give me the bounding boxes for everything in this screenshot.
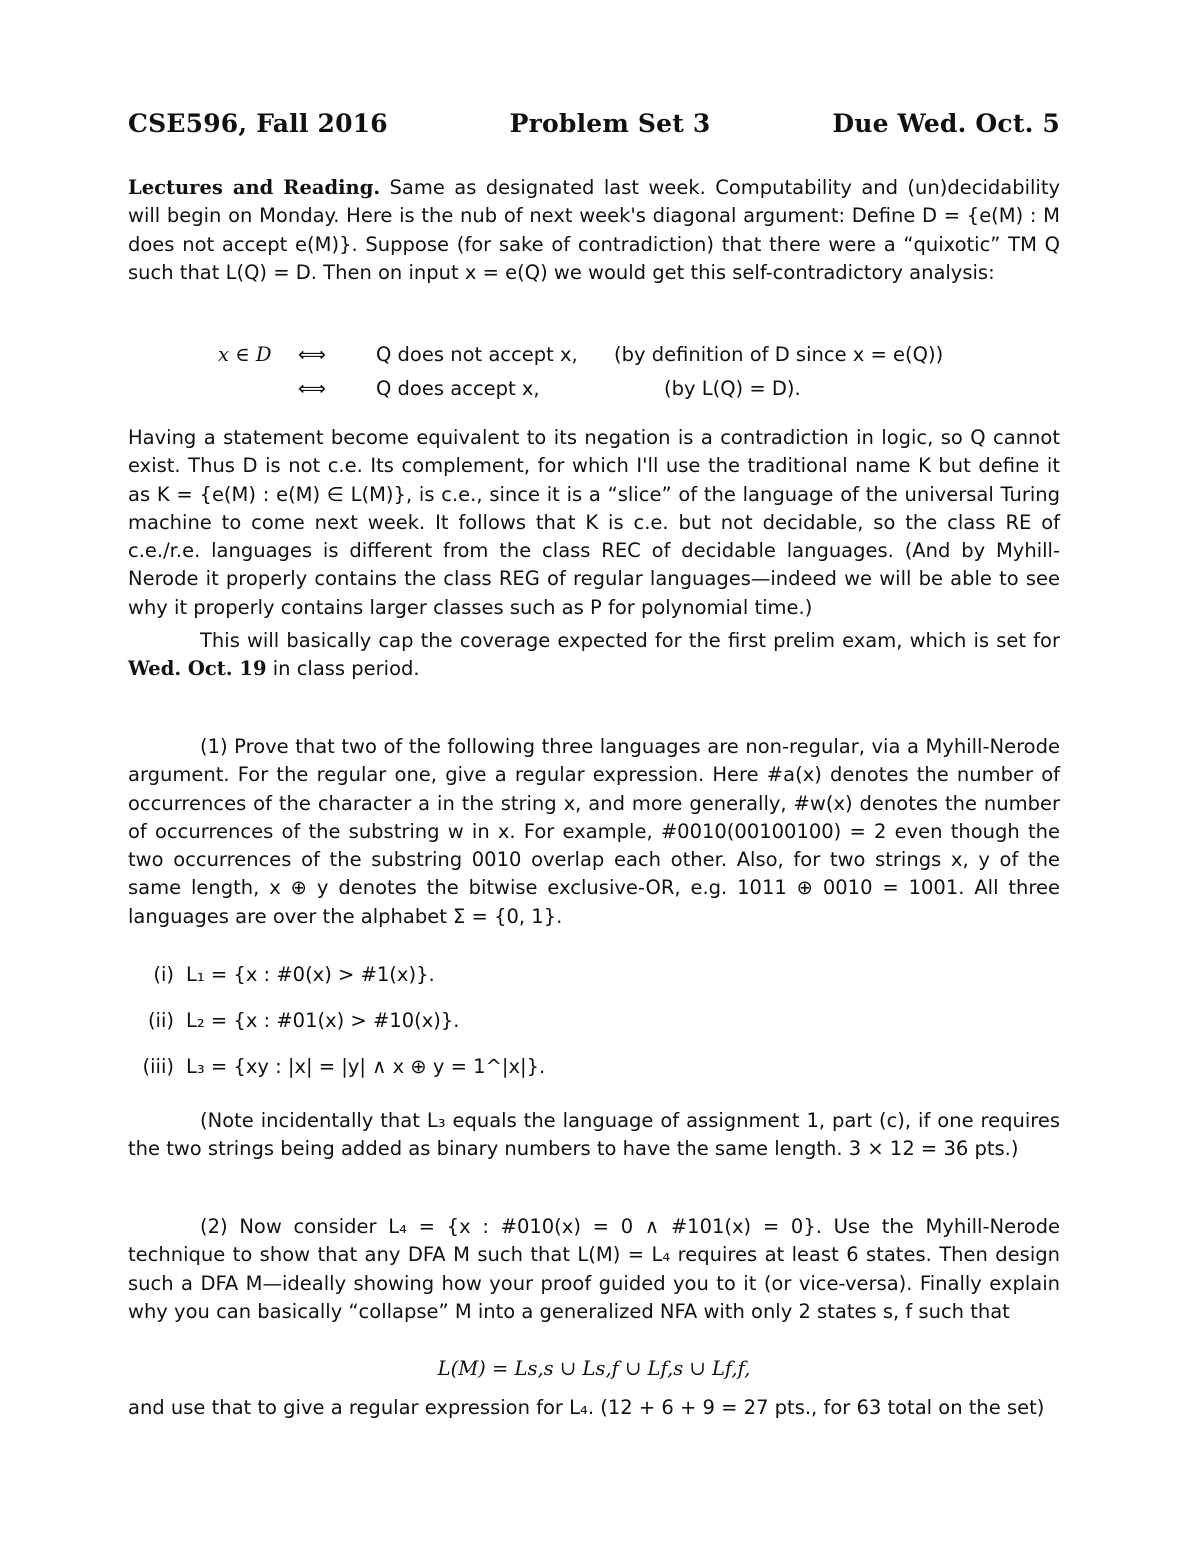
problem1-paragraph [128, 733, 1060, 931]
cap-paragraph [128, 627, 1060, 684]
problem2-paragraph [128, 1213, 1060, 1326]
header [128, 104, 1060, 144]
language-item-1 [128, 960, 1060, 990]
problem1-text: (1) Prove that two of the following three languages are non-regular, via a Myhill-Nerode argument. For the regular one, give a regular expression. Here #a(x) denotes the number of occurrences of the character a in the string x, and more generally, #w(x) denotes the number of occurrences of the substring w in x. For example, #0010(00100100) = 2 even though the two occurrences of the substring 0010 overlap each other. Also, for two strings x, y of the same length, x ⊕ y denotes the bitwise exclusive-OR, e.g. 1011 ⊕ 0010 = 1001. All three languages are over the alphabet Σ = {0, 1}. [128, 735, 1060, 928]
equation-row2-iff: ⟺ [298, 377, 326, 400]
language-item-label: (i) [153, 963, 174, 986]
equation-row2-middle: Q does accept x, [376, 377, 540, 400]
problem1-note-text: (Note incidentally that L₃ equals the language of assignment 1, part (c), if one requires the two strings being added as binary numbers to have the same length. 3 × 12 = 36 pts.) [128, 1109, 1060, 1161]
language-item-label: (ii) [147, 1009, 174, 1032]
equation-row1-lhs: x ∈ D [218, 343, 272, 366]
language-item-body: L₃ = {xy : |x| = |y| ∧ x ⊕ y = 1^|x|}. [186, 1055, 546, 1078]
problem2-equation: L(M) = Ls,s ∪ Ls,f ∪ Lf,s ∪ Lf,f, [437, 1357, 751, 1380]
language-item-3 [128, 1052, 1060, 1082]
problem2-text: (2) Now consider L₄ = {x : #010(x) = 0 ∧ #101(x) = 0}. Use the Myhill-Nerode technique to show that any DFA M such that L(M) = L₄ requires at least 6 states. Then design such a DFA M—ideally showing how your proof guided you to it (or vice-versa). Finally explain why you can basically “collapse” M into a generalized NFA with only 2 states s, f such that [128, 1215, 1060, 1323]
equation-row1-iff: ⟺ [298, 343, 326, 366]
language-item-2 [128, 1006, 1060, 1036]
problem-set-title: Problem Set 3 [509, 109, 711, 138]
lectures-heading: Lectures and Reading. [128, 176, 381, 199]
lectures-paragraph [128, 174, 1060, 287]
language-item-body: L₁ = {x : #0(x) > #1(x)}. [186, 963, 435, 986]
language-item-body: L₂ = {x : #01(x) > #10(x)}. [186, 1009, 460, 1032]
course-label: CSE596, Fall 2016 [128, 109, 388, 138]
language-item-label: (iii) [142, 1055, 174, 1078]
cap-text-before: This will basically cap the coverage expected for the first prelim exam, which is set for [200, 629, 1060, 652]
having-paragraph: Having a statement become equivalent to its negation is a contradiction in logic, so Q cannot exist. Thus D is not c.e. Its complement, for which I'll use the traditional name K but define it as K = {e(M) : e(M) ∈ L(M)}, is c.e., since it is a “slice” of the language of the universal Turing machine to come next week. It follows that K is c.e. but not decidable, so the class RE of c.e./r.e. languages is different from the class REC of decidable languages. (And by Myhill-Nerode it properly contains the class REG of regular languages—indeed we will be able to see why it properly contains larger classes such as P for polynomial time.) [128, 426, 1060, 619]
document-page [128, 104, 1061, 1419]
equation-row2-justification: (by L(Q) = D). [664, 377, 801, 400]
equation-row1-justification: (by definition of D since x = e(Q)) [614, 343, 944, 366]
cap-text-after: in class period. [266, 657, 420, 681]
due-date: Due Wed. Oct. 5 [832, 109, 1060, 138]
problem2-after: and use that to give a regular expression for L₄. (12 + 6 + 9 = 27 pts., for 63 total on the set) [128, 1396, 1045, 1419]
equation-row1-middle: Q does not accept x, [376, 343, 578, 366]
diagonal-equation [128, 338, 1060, 408]
problem1-note [128, 1107, 1060, 1164]
lectures-text: Same as designated last week. Computability and (un)decidability will begin on Monday. Here is the nub of next week's diagonal argument: Define D = {e(M) : M does not accept e(M)}. Suppose (for sake of contradiction) that there were a “quixotic” TM Q such that L(Q) = D. Then on input x = e(Q) we would get this self-contradictory analysis: [128, 176, 1061, 284]
prelim-date: Wed. Oct. 19 [128, 657, 267, 681]
